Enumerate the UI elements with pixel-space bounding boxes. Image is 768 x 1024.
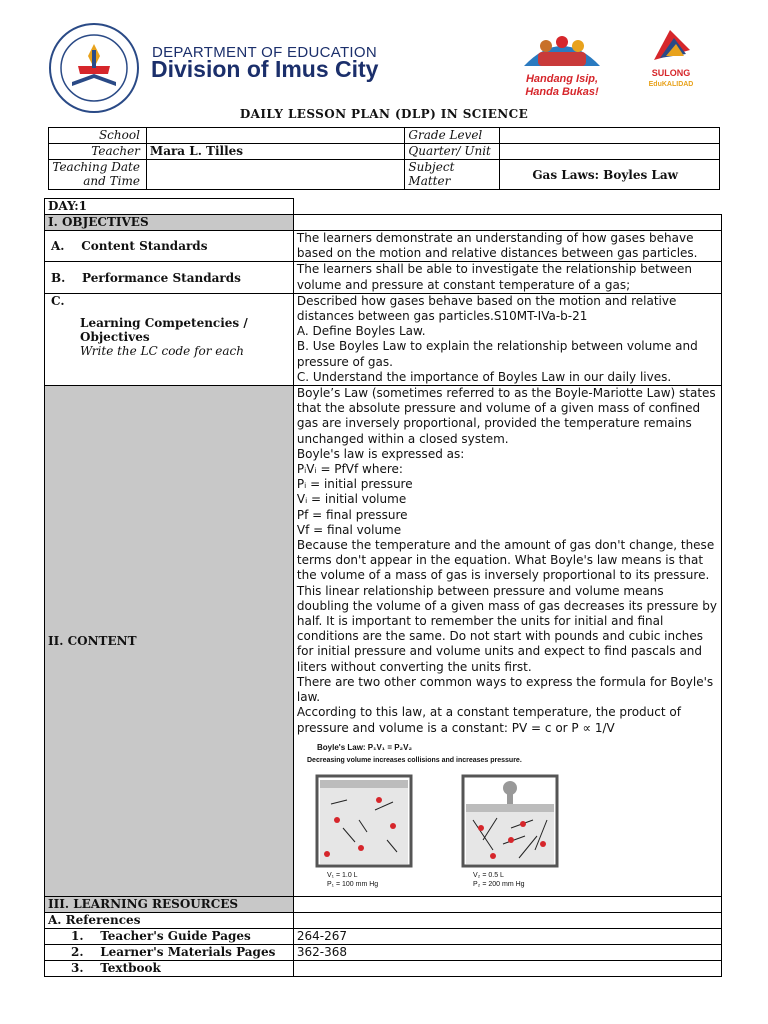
content-paragraph-4: Vᵢ = initial volume: [296, 492, 407, 507]
campaign-logo-text-1: Handang Isip,: [525, 73, 599, 85]
objectives-blank-cell: [293, 215, 721, 231]
grade-level-value: [500, 128, 720, 144]
grade-level-label: Grade Level: [405, 128, 500, 144]
content-paragraph-8: There are two other common ways to express the formula for Boyle's law.: [296, 674, 714, 705]
content-paragraph-1: Boyle's law is expressed as:: [296, 446, 465, 461]
teacher-label: Teacher: [49, 144, 147, 160]
teaching-date-label-line1: Teaching Date: [52, 160, 140, 174]
content-paragraph-9: According to this law, at a constant temperature, the product of pressure and volume is a constant: PV = c or P ∝ 1/V: [296, 705, 681, 735]
subject-matter-label: [405, 160, 500, 190]
performance-standards-label: B. Performance Standards: [45, 262, 294, 293]
day-blank-cell: [293, 199, 721, 215]
department-name: DEPARTMENT OF EDUCATION: [152, 44, 377, 61]
diagram-subtitle: Decreasing volume increases collisions and increases pressure.: [306, 756, 522, 764]
lc-line-2: B. Use Boyles Law to explain the relationship between volume and pressure of gas.: [296, 339, 698, 369]
right-pressure-label: P₂ = 200 mm Hg: [472, 880, 525, 888]
school-label: School: [49, 128, 147, 144]
lc-line-0: Described how gases behave based on the motion and relative distances between gas particles.S10MT-IVa-b-21: [296, 293, 677, 324]
lc-line-3: C. Understand the importance of Boyles Law in our daily lives.: [296, 369, 672, 384]
resources-heading: III. LEARNING RESOURCES: [45, 896, 294, 912]
sulong-logo-text-1: SULONG: [651, 68, 691, 78]
deped-seal-icon: [48, 22, 140, 114]
left-container: [317, 776, 411, 866]
subject-matter-value: Gas Laws: Boyles Law: [500, 160, 720, 190]
references-blank-cell: [293, 912, 721, 928]
teachers-guide-label: 1. Teacher's Guide Pages: [45, 928, 294, 944]
document-title: DAILY LESSON PLAN (DLP) IN SCIENCE: [239, 107, 529, 121]
division-name: Division of Imus City: [151, 56, 379, 82]
content-paragraph-5: Pf = final pressure: [296, 507, 408, 522]
teaching-date-label: [49, 160, 147, 190]
content-standards-text: The learners demonstrate an understanding of how gases behave based on the motion and relative distances between gas particles.: [293, 231, 721, 262]
school-value: [146, 128, 404, 144]
quarter-unit-value: [500, 144, 720, 160]
sulong-logo-text-2: EduKALIDAD: [648, 81, 694, 88]
lc-note: Write the LC code for each: [80, 343, 245, 358]
handang-isip-logo-icon: [516, 26, 608, 102]
performance-standards-text: The learners shall be able to investigate the relationship between volume and pressure at constant temperature of a gas;: [293, 262, 721, 293]
content-standards-label: A. Content Standards: [45, 231, 294, 262]
learning-competencies-text: [293, 293, 721, 385]
objectives-heading: I. OBJECTIVES: [45, 215, 294, 231]
subject-label-line1: Subject: [408, 160, 455, 174]
lesson-info-table: [48, 127, 720, 190]
right-volume-label: V₂ = 0.5 L: [472, 871, 504, 879]
lesson-plan-table: [44, 198, 722, 977]
diagram-title: Boyle's Law: P₁V₁ = P₂V₂: [316, 742, 412, 752]
learners-materials-value: 362-368: [293, 944, 721, 960]
letterhead: [0, 0, 768, 105]
content-paragraph-6: Vf = final volume: [296, 522, 402, 537]
subject-label-line2: Matter: [408, 174, 451, 188]
resources-blank-cell: [293, 896, 721, 912]
references-label: A. References: [45, 912, 294, 928]
lc-label-line2: Objectives: [80, 329, 150, 344]
content-paragraph-7: Because the temperature and the amount of gas don't change, these terms don't appear in the equation. What Boyle's law means is that the volume of a mass of gas is inversely proportional to its pressure. This linear relationship between pressure and volume means doubling the volume of a given mass of gas decreases its pressure by half. It is important to remember the units for initial and final conditions are the same. Do not start with pounds and cubic inches for initial pressure and volume units and expect to find pascals and liters without converting the units first.: [296, 538, 717, 674]
teaching-date-label-line2: and Time: [83, 174, 140, 188]
left-pressure-label: P₁ = 100 mm Hg: [326, 880, 379, 888]
teachers-guide-value: 264-267: [293, 928, 721, 944]
boyles-law-diagram: [297, 740, 579, 896]
teacher-value: Mara L. Tilles: [146, 144, 404, 160]
content-heading: II. CONTENT: [45, 386, 294, 897]
quarter-unit-label: Quarter/ Unit: [405, 144, 500, 160]
learners-materials-label: 2. Learner's Materials Pages: [45, 944, 294, 960]
textbook-value: [293, 960, 721, 976]
left-volume-label: V₁ = 1.0 L: [326, 871, 358, 879]
teaching-date-value: [146, 160, 404, 190]
lc-line-1: A. Define Boyles Law.: [296, 324, 426, 339]
campaign-logo-text-2: Handa Bukas!: [525, 86, 599, 98]
content-paragraph-2: PᵢVᵢ = PfVf where:: [296, 462, 403, 477]
textbook-label: 3. Textbook: [45, 960, 294, 976]
learning-competencies-cell: [45, 293, 294, 385]
sulong-edukalidad-logo-icon: [640, 24, 702, 96]
lc-letter: C.: [51, 293, 65, 308]
day-cell: DAY:1: [45, 199, 294, 215]
lc-label-line1: Learning Competencies /: [80, 315, 248, 330]
content-body: [293, 386, 721, 897]
content-paragraph-0: Boyle’s Law (sometimes referred to as the Boyle-Mariotte Law) states that the absolute pressure and volume of a given mass of confined gas are inversely proportional, provided the temperature remains unchanged within a closed system.: [296, 386, 716, 446]
content-paragraph-3: Pᵢ = initial pressure: [296, 477, 413, 492]
